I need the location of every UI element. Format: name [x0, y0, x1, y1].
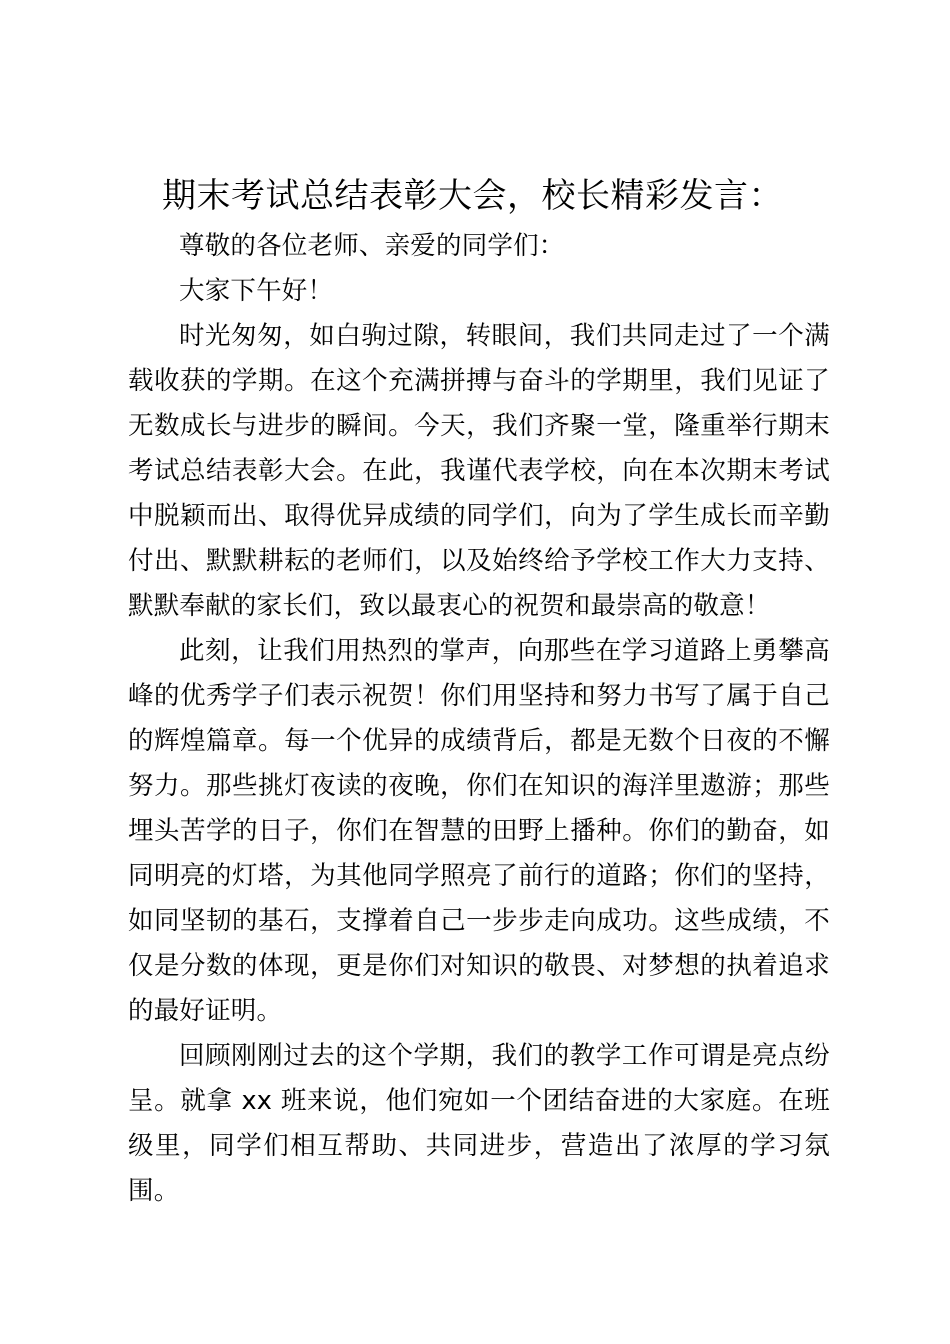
body-paragraph: 时光匆匆，如白驹过隙，转眼间，我们共同走过了一个满载收获的学期。在这个充满拼搏与奋斗的学期里，我们见证了无数成长与进步的瞬间。今天，我们齐聚一堂，隆重举行期末考试总结表彰大会。在此，我谨代表学校，向在本次期末考试中脱颖而出、取得优异成绩的同学们，向为了学生成长而辛勤付出、默默耕耘的老师们，以及始终给予学校工作大力支持、默默奉献的家长们，致以最衷心的祝贺和最崇高的敬意！: [128, 321, 830, 621]
salutation: 尊敬的各位老师、亲爱的同学们：: [179, 231, 565, 261]
body-paragraph: 回顾刚刚过去的这个学期，我们的教学工作可谓是亮点纷呈。就拿 xx 班来说，他们宛如一个团结奋进的大家庭。在班级里，同学们相互帮助、共同进步，营造出了浓厚的学习氛围。: [128, 1041, 830, 1206]
body-paragraph: 此刻，让我们用热烈的掌声，向那些在学习道路上勇攀高峰的优秀学子们表示祝贺！你们用坚持和努力书写了属于自己的辉煌篇章。每一个优异的成绩背后，都是无数个日夜的不懈努力。那些挑灯夜读的夜晚，你们在知识的海洋里遨游；那些埋头苦学的日子，你们在智慧的田野上播种。你们的勤奋，如同明亮的灯塔，为其他同学照亮了前行的道路；你们的坚持，如同坚韧的基石，支撑着自己一步步走向成功。这些成绩，不仅是分数的体现，更是你们对知识的敬畏、对梦想的执着追求的最好证明。: [128, 636, 830, 1026]
document-title: 期末考试总结表彰大会，校长精彩发言：: [162, 176, 783, 216]
document-page: [128, 172, 830, 1214]
greeting: 大家下午好！: [179, 276, 334, 306]
